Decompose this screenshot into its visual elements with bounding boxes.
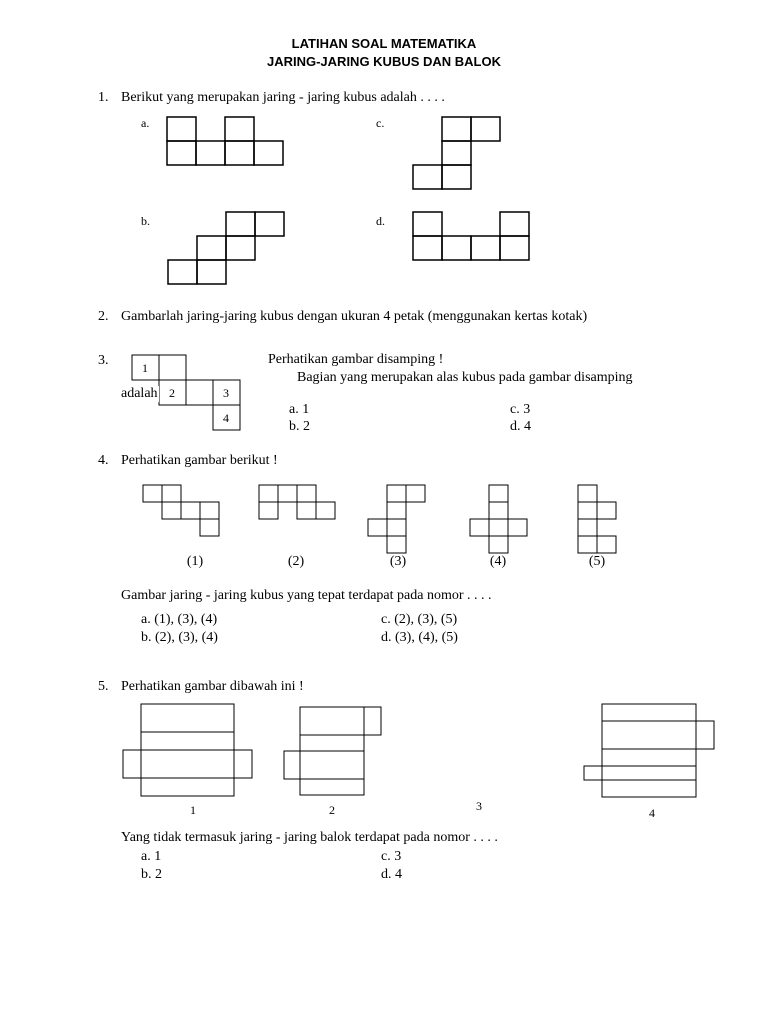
q5-caption-2: 2 xyxy=(329,803,335,817)
q4-net-1 xyxy=(143,485,219,536)
q4-text: Perhatikan gambar berikut ! xyxy=(121,453,278,468)
q4-net-4 xyxy=(470,485,527,553)
q3-option-a: a. 1 xyxy=(289,402,310,417)
q1-label-d: d. xyxy=(376,214,385,228)
page-title: LATIHAN SOAL MATEMATIKA xyxy=(291,36,477,51)
q3-option-d: d. 4 xyxy=(510,419,531,434)
q1-number: 1. xyxy=(98,90,109,105)
q4-net-5 xyxy=(578,485,616,553)
q3-option-b: b. 2 xyxy=(289,419,310,434)
q4-option-d: d. (3), (4), (5) xyxy=(381,630,458,645)
q4-option-c: c. (2), (3), (5) xyxy=(381,612,458,627)
q5-number: 5. xyxy=(98,679,109,694)
q4-number: 4. xyxy=(98,453,109,468)
q4-option-a: a. (1), (3), (4) xyxy=(141,612,218,627)
q5-caption-1: 1 xyxy=(190,803,196,817)
q3-text-line1: Perhatikan gambar disamping ! xyxy=(268,352,444,367)
q1-net-a xyxy=(167,117,283,165)
q5-net-1 xyxy=(123,704,252,796)
q4-option-b: b. (2), (3), (4) xyxy=(141,630,218,645)
q1-net-d xyxy=(413,212,529,260)
q1-net-b xyxy=(168,212,284,284)
q1-label-a: a. xyxy=(141,116,150,130)
q2-number: 2. xyxy=(98,309,109,324)
q1-label-b: b. xyxy=(141,214,150,228)
q5-net-4 xyxy=(584,704,714,797)
q5-option-d: d. 4 xyxy=(381,867,402,882)
q4-net-3 xyxy=(368,485,425,553)
q3-cell-label-2: 2 xyxy=(169,386,175,400)
q5-question: Yang tidak termasuk jaring - jaring balok terdapat pada nomor . . . . xyxy=(121,830,498,845)
q3-cell-label-4: 4 xyxy=(223,411,229,425)
q5-text: Perhatikan gambar dibawah ini ! xyxy=(121,679,304,694)
q3-text-line2: Bagian yang merupakan alas kubus pada gambar disamping xyxy=(297,370,633,385)
q5-option-a: a. 1 xyxy=(141,849,162,864)
q4-caption-3: (3) xyxy=(389,554,407,569)
q4-caption-5: (5) xyxy=(588,554,606,569)
q4-caption-1: (1) xyxy=(186,554,204,569)
q4-caption-4: (4) xyxy=(489,554,507,569)
q4-net-2 xyxy=(259,485,335,519)
q3-text-line3: adalah xyxy=(121,386,158,401)
q1-net-c xyxy=(413,117,500,189)
q5-net-2 xyxy=(284,707,381,795)
q3-cell-label-3: 3 xyxy=(223,386,229,400)
q3-number: 3. xyxy=(98,353,109,368)
q5-option-c: c. 3 xyxy=(381,849,402,864)
q5-caption-3: 3 xyxy=(476,799,482,813)
q5-option-b: b. 2 xyxy=(141,867,162,882)
q2-text: Gambarlah jaring-jaring kubus dengan ukuran 4 petak (menggunakan kertas kotak) xyxy=(121,309,588,324)
page-subtitle: JARING-JARING KUBUS DAN BALOK xyxy=(266,54,501,69)
q3-cell-label-1: 1 xyxy=(142,361,148,375)
q5-caption-4: 4 xyxy=(649,806,655,820)
q4-caption-2: (2) xyxy=(287,554,305,569)
q3-option-c: c. 3 xyxy=(510,402,531,417)
q4-question: Gambar jaring - jaring kubus yang tepat terdapat pada nomor . . . . xyxy=(121,588,492,603)
q1-label-c: c. xyxy=(376,116,385,130)
q1-text: Berikut yang merupakan jaring - jaring kubus adalah . . . . xyxy=(121,90,445,105)
